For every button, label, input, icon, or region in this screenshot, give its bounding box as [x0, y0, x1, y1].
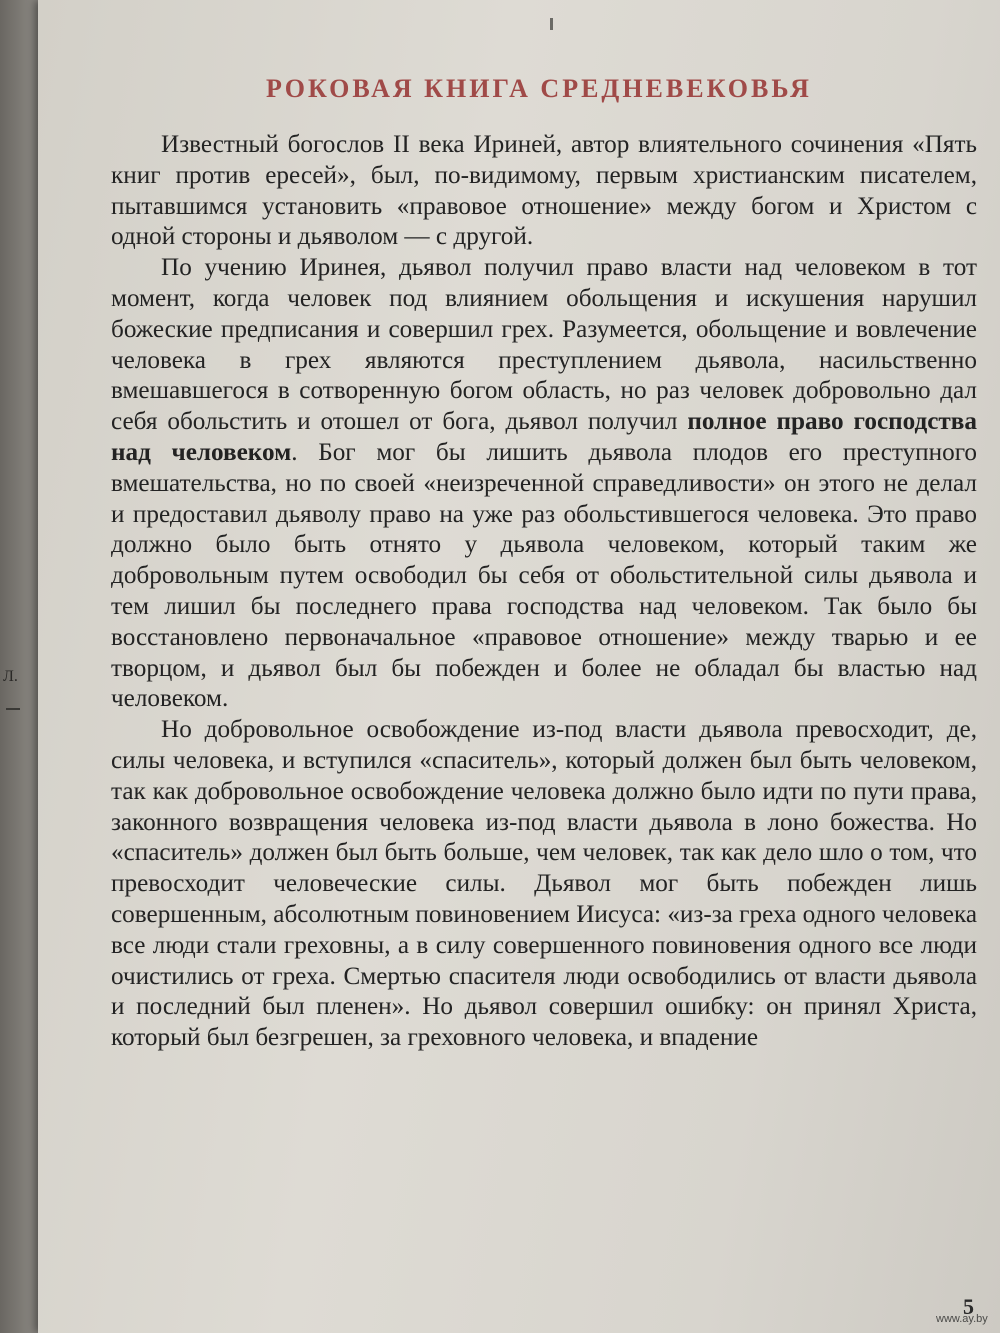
paragraph-1: Известный богослов II века Ириней, автор влиятельного сочинения «Пять книг против ересей», был, по-видимому, первым христианским писателем, пытавшимся установить «правовое отношение» между богом и Христом с одной стороны и дьяволом — с другой.: [111, 131, 977, 251]
paragraph-2-text-before-bold: По учению Иринея, дьявол получил право власти над человеком в тот момент, когда человек под влиянием обольщения и искушения нарушил божеские предписания и совершил грех. Разумеется, обольщение и вовлечение человека в грех являются преступлением дьявола, насильственно вмешавшегося в сотворенную богом область, но раз человек добровольно дал себя обольстить и отошел от бога, дьявол получил: [111, 254, 977, 436]
paragraph-2: [111, 253, 977, 715]
adjacent-page-dash: [6, 708, 20, 710]
paragraph-2-text-after-bold: . Бог мог бы лишить дьявола плодов его преступного вмешательства, но по своей «неизреченной справедливости» он этого не делал и предоставил дьяволу право на уже раз обольстившегося человека. Это право должно было быть отнято у дьявола человеком, который таким же добровольным путем освободил бы себя от обольстительной силы дьявола и тем лишил бы последнего права господства над человеком. Так было бы восстановлено первоначальное «правовое отношение» между тварью и ее творцом, и дьявол был бы побежден и более не обладал бы властью над человеком.: [111, 438, 977, 713]
top-page-mark: [550, 18, 553, 30]
chapter-title: РОКОВАЯ КНИГА СРЕДНЕВЕКОВЬЯ: [266, 74, 812, 103]
paragraph-2-bold-phrase: полное право господства над человеком: [111, 408, 977, 466]
body-text: [111, 130, 977, 1054]
adjacent-page-text-fragment: Л.: [3, 668, 18, 685]
book-page: [38, 0, 1000, 1333]
watermark: www.ay.by: [936, 1313, 988, 1325]
adjacent-page-edge: [0, 0, 38, 1333]
paragraph-3: Но добровольное освобождение из-под власти дьявола превосходит, де, силы человека, и вступился «спаситель», который должен был быть человеком, так как добровольное освобождение человека должно было идти по пути права, законного возвращения человека из-под власти дьявола в лоно божества. Но «спаситель» должен был быть больше, чем человек, так как дело шло о том, что превосходит человеческие силы. Дьявол мог быть побежден лишь совершенным, абсолютным повиновением Иисуса: «из-за греха одного человека все люди стали греховны, а в силу совершенного повиновения одного все люди очистились от греха. Смертью спасителя люди освободились от власти дьявола и последний был пленен». Но дьявол совершил ошибку: он принял Христа, который был безгрешен, за греховного человека, и впадение: [111, 716, 977, 1052]
page-number: 5: [963, 1294, 974, 1319]
